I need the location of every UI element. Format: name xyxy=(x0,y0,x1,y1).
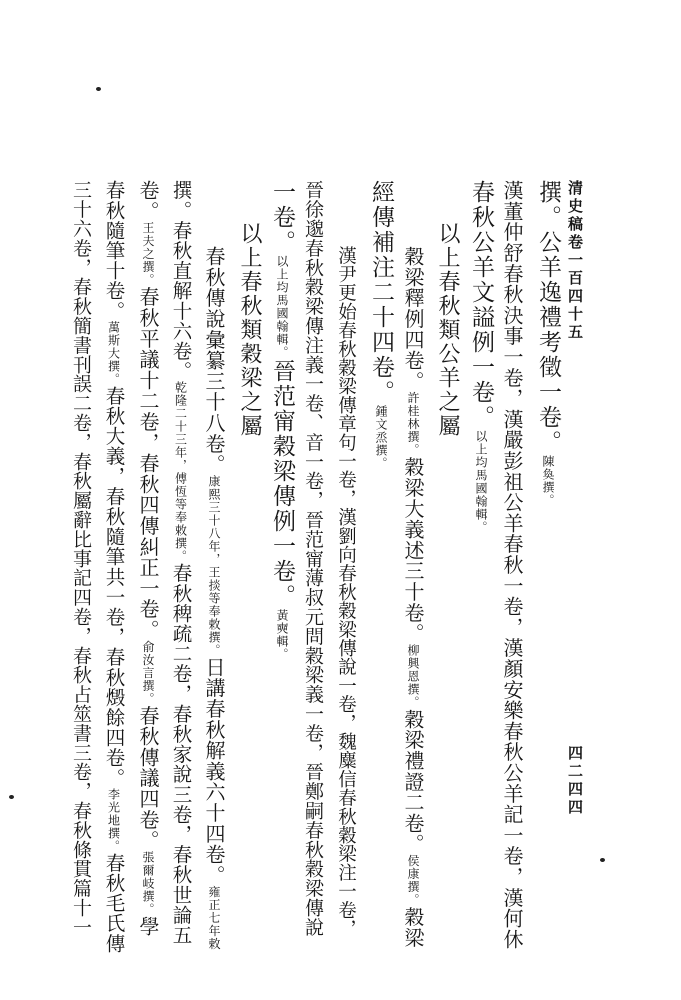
scan-speck xyxy=(96,87,101,91)
section-end-heading-gongyang: 以上春秋類公羊之屬 xyxy=(435,222,460,438)
text-column-7 xyxy=(336,246,355,938)
inline-note: 鍾文烝撰。 xyxy=(374,405,388,470)
text-column-2 xyxy=(502,180,522,950)
inline-note: 侯康撰。 xyxy=(406,854,420,907)
body-text: 春秋毛氏傳 xyxy=(102,852,126,954)
body-text: 穀梁 xyxy=(401,906,425,949)
inline-note: 萬斯大撰。 xyxy=(106,320,121,386)
body-text: 撰。 xyxy=(169,180,193,221)
body-text: 經傳補注二十四卷。 xyxy=(368,180,394,405)
body-text: 漢尹更始春秋穀梁傳章句一卷，漢劉向春秋穀梁傳說一卷，魏麋信春秋穀梁注一卷， xyxy=(335,246,357,938)
body-text: 晉范甯穀梁傳例一卷。 xyxy=(269,359,295,609)
inline-note: 陳奐撰。 xyxy=(541,455,555,507)
body-text: 春秋平議十二卷，春秋四傳糾正一卷。 xyxy=(136,286,160,641)
scan-speck xyxy=(600,858,605,862)
text-column-9 xyxy=(270,180,293,661)
section-end-heading-guliang: 以上春秋類穀梁之屬 xyxy=(237,222,262,438)
body-text: 春秋隨筆十卷。 xyxy=(102,180,126,321)
body-text: 穀梁禮證二卷。 xyxy=(401,708,425,855)
text-column-13 xyxy=(138,180,158,937)
inline-note: 張爾岐撰。 xyxy=(141,850,155,916)
inline-note: 許桂林撰。 xyxy=(406,391,420,457)
inline-note: 柳興恩撰。 xyxy=(406,643,420,709)
running-title: 清史稿卷一百四十五 xyxy=(566,180,584,342)
body-text: 穀梁大義述三十卷。 xyxy=(401,456,425,644)
body-text: 卷。 xyxy=(136,180,160,222)
text-column-5 xyxy=(403,246,423,948)
text-column-1 xyxy=(536,180,559,507)
inline-note: 以上均馬國翰輯。 xyxy=(474,430,488,534)
body-text: 穀梁釋例四卷。 xyxy=(401,246,425,392)
inline-note: 王夫之撰。 xyxy=(141,221,155,287)
body-text: 學 xyxy=(136,915,160,937)
text-column-8 xyxy=(303,180,322,937)
text-column-15 xyxy=(71,180,90,937)
text-column-14 xyxy=(104,180,124,953)
inline-note: 雍正七年敕 xyxy=(207,885,221,951)
body-text: 春秋大義，春秋隨筆共一卷，春秋燬餘四卷。 xyxy=(102,385,126,788)
text-column-3 xyxy=(469,180,492,534)
inline-note: 乾隆二十三年，傅恆等奉敕撰。 xyxy=(173,381,188,564)
body-text: 一卷。 xyxy=(269,180,295,255)
body-text: 春秋傳說彙纂三十八卷。 xyxy=(202,246,226,475)
body-text: 日講春秋解義六十四卷。 xyxy=(202,656,226,886)
body-text: 春秋稗疏二卷，春秋家說三卷，春秋世論五 xyxy=(169,563,193,945)
inline-note: 康熙三十八年，王掞等奉敕撰。 xyxy=(207,474,221,657)
page-number: 四二四四 xyxy=(566,745,584,817)
body-text: 三十六卷，春秋簡書刊誤二卷，春秋屬辭比事記四卷，春秋占筮書三卷，春秋條貫篇十一 xyxy=(70,180,92,937)
body-text: 春秋傳議四卷。 xyxy=(136,705,160,851)
inline-note: 李光地撰。 xyxy=(106,787,121,853)
text-column-11 xyxy=(204,246,224,951)
text-column-12 xyxy=(171,180,191,945)
inline-note: 以上均馬國翰輯。 xyxy=(275,255,289,359)
body-text: 春秋公羊文謚例一卷。 xyxy=(468,180,494,430)
body-text: 春秋直解十六卷。 xyxy=(169,220,193,382)
text-column-6 xyxy=(369,180,392,470)
inline-note: 黃奭輯。 xyxy=(275,609,289,661)
body-text: 撰。公羊逸禮考徵一卷。 xyxy=(535,180,561,455)
inline-note: 俞汝言撰。 xyxy=(141,640,155,706)
body-text: 漢董仲舒春秋決事一卷，漢嚴彭祖公羊春秋一卷，漢顏安樂春秋公羊記一卷，漢何休 xyxy=(500,180,524,950)
body-text: 晉徐邈春秋穀梁傳注義一卷、音一卷，晉范甯薄叔元問穀梁義一卷，晉鄭嗣春秋穀梁傳說 xyxy=(302,180,324,937)
scan-speck xyxy=(9,795,14,799)
